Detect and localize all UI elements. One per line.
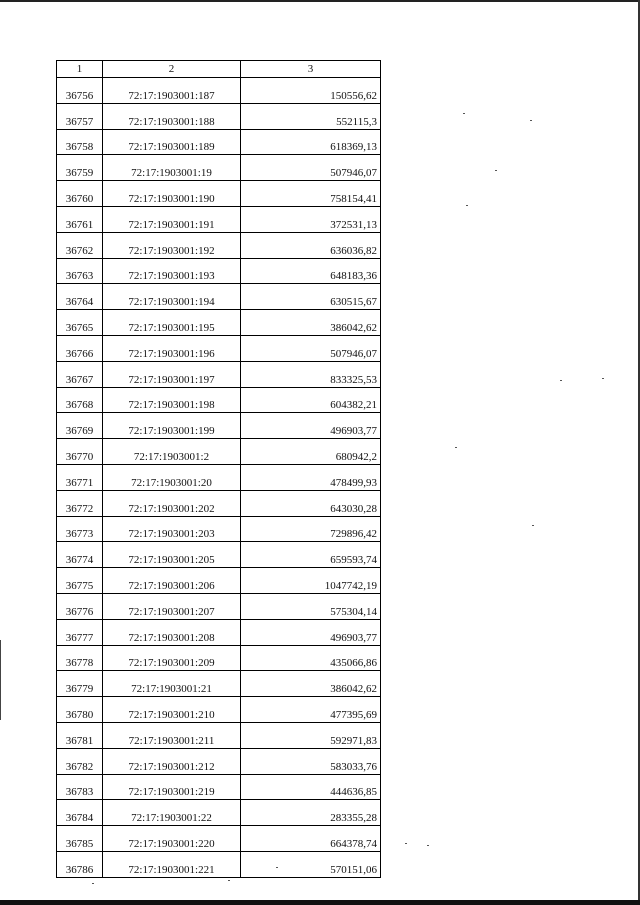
cadastral-number-cell: 72:17:1903001:205	[103, 542, 241, 568]
row-number-cell: 36779	[57, 671, 103, 697]
cadastral-value-cell: 496903,77	[241, 619, 381, 645]
cadastral-number-cell: 72:17:1903001:194	[103, 284, 241, 310]
cadastral-number-cell: 72:17:1903001:191	[103, 206, 241, 232]
cadastral-value-cell: 477395,69	[241, 697, 381, 723]
row-number-cell: 36765	[57, 310, 103, 336]
table-row	[57, 774, 381, 800]
cadastral-value-cell: 386042,62	[241, 671, 381, 697]
row-number-cell: 36775	[57, 568, 103, 594]
row-number-cell: 36767	[57, 361, 103, 387]
scan-speck	[532, 525, 534, 526]
scan-speck	[92, 883, 94, 884]
row-number-cell: 36762	[57, 232, 103, 258]
table-row	[57, 464, 381, 490]
cadastral-value-cell: 680942,2	[241, 439, 381, 465]
cadastral-value-cell: 435066,86	[241, 645, 381, 671]
cadastral-number-cell: 72:17:1903001:202	[103, 490, 241, 516]
row-number-cell: 36774	[57, 542, 103, 568]
cadastral-number-cell: 72:17:1903001:190	[103, 181, 241, 207]
scan-speck	[495, 170, 497, 171]
cadastral-value-cell: 386042,62	[241, 310, 381, 336]
row-number-cell: 36757	[57, 103, 103, 129]
scan-speck	[530, 120, 532, 121]
table-row	[57, 103, 381, 129]
scan-speck	[455, 447, 457, 448]
row-number-cell: 36777	[57, 619, 103, 645]
table-row	[57, 645, 381, 671]
cadastral-number-cell: 72:17:1903001:188	[103, 103, 241, 129]
scan-speck	[463, 113, 465, 114]
table-row	[57, 258, 381, 284]
cadastral-value-cell: 592971,83	[241, 722, 381, 748]
cadastral-value-cell: 636036,82	[241, 232, 381, 258]
cadastral-number-cell: 72:17:1903001:206	[103, 568, 241, 594]
row-number-cell: 36778	[57, 645, 103, 671]
table-row	[57, 697, 381, 723]
cadastral-value-cell: 643030,28	[241, 490, 381, 516]
table-row	[57, 568, 381, 594]
row-number-cell: 36770	[57, 439, 103, 465]
cadastral-number-cell: 72:17:1903001:209	[103, 645, 241, 671]
scan-speck	[466, 205, 468, 206]
row-number-cell: 36771	[57, 464, 103, 490]
table-row	[57, 542, 381, 568]
row-number-cell: 36761	[57, 206, 103, 232]
cadastral-value-cell: 575304,14	[241, 593, 381, 619]
cadastral-number-cell: 72:17:1903001:198	[103, 387, 241, 413]
cadastral-value-table	[56, 60, 381, 878]
row-number-cell: 36758	[57, 129, 103, 155]
table-row	[57, 851, 381, 877]
cadastral-value-cell: 604382,21	[241, 387, 381, 413]
cadastral-number-cell: 72:17:1903001:197	[103, 361, 241, 387]
scan-edge-top	[0, 0, 640, 2]
cadastral-value-cell: 648183,36	[241, 258, 381, 284]
row-number-cell: 36760	[57, 181, 103, 207]
cadastral-number-cell: 72:17:1903001:21	[103, 671, 241, 697]
table-row	[57, 722, 381, 748]
cadastral-value-cell: 630515,67	[241, 284, 381, 310]
cadastral-number-cell: 72:17:1903001:211	[103, 722, 241, 748]
cadastral-number-cell: 72:17:1903001:193	[103, 258, 241, 284]
table-row	[57, 155, 381, 181]
table-header-row	[57, 61, 381, 78]
column-header-2: 2	[103, 61, 241, 78]
cadastral-number-cell: 72:17:1903001:192	[103, 232, 241, 258]
table-row	[57, 232, 381, 258]
table-row	[57, 361, 381, 387]
table-body	[57, 78, 381, 878]
table-row	[57, 671, 381, 697]
table-row	[57, 800, 381, 826]
table-row	[57, 129, 381, 155]
cadastral-number-cell: 72:17:1903001:199	[103, 413, 241, 439]
scan-speck	[602, 378, 604, 379]
cadastral-number-cell: 72:17:1903001:195	[103, 310, 241, 336]
row-number-cell: 36759	[57, 155, 103, 181]
table-row	[57, 439, 381, 465]
row-number-cell: 36783	[57, 774, 103, 800]
table-row	[57, 387, 381, 413]
row-number-cell: 36772	[57, 490, 103, 516]
column-header-1: 1	[57, 61, 103, 78]
row-number-cell: 36763	[57, 258, 103, 284]
cadastral-value-cell: 1047742,19	[241, 568, 381, 594]
row-number-cell: 36769	[57, 413, 103, 439]
table-row	[57, 181, 381, 207]
cadastral-value-cell: 664378,74	[241, 826, 381, 852]
cadastral-value-cell: 583033,76	[241, 748, 381, 774]
cadastral-value-cell: 833325,53	[241, 361, 381, 387]
table-row	[57, 310, 381, 336]
scan-speck	[228, 880, 230, 881]
scan-speck	[560, 380, 562, 381]
column-header-3: 3	[241, 61, 381, 78]
table-row	[57, 206, 381, 232]
table-row	[57, 826, 381, 852]
table-row	[57, 490, 381, 516]
cadastral-value-cell: 507946,07	[241, 335, 381, 361]
cadastral-number-cell: 72:17:1903001:19	[103, 155, 241, 181]
cadastral-value-cell: 283355,28	[241, 800, 381, 826]
cadastral-value-cell: 150556,62	[241, 78, 381, 104]
row-number-cell: 36776	[57, 593, 103, 619]
cadastral-number-cell: 72:17:1903001:2	[103, 439, 241, 465]
table-row	[57, 413, 381, 439]
row-number-cell: 36756	[57, 78, 103, 104]
cadastral-number-cell: 72:17:1903001:196	[103, 335, 241, 361]
cadastral-number-cell: 72:17:1903001:210	[103, 697, 241, 723]
cadastral-value-cell: 496903,77	[241, 413, 381, 439]
table-row	[57, 78, 381, 104]
row-number-cell: 36773	[57, 516, 103, 542]
cadastral-value-cell: 478499,93	[241, 464, 381, 490]
cadastral-value-cell: 570151,06	[241, 851, 381, 877]
cadastral-number-cell: 72:17:1903001:221	[103, 851, 241, 877]
table-row	[57, 284, 381, 310]
cadastral-value-cell: 729896,42	[241, 516, 381, 542]
cadastral-number-cell: 72:17:1903001:219	[103, 774, 241, 800]
row-number-cell: 36786	[57, 851, 103, 877]
cadastral-value-cell: 618369,13	[241, 129, 381, 155]
table-row	[57, 516, 381, 542]
row-number-cell: 36781	[57, 722, 103, 748]
row-number-cell: 36784	[57, 800, 103, 826]
cadastral-value-cell: 659593,74	[241, 542, 381, 568]
table-row	[57, 335, 381, 361]
cadastral-value-cell: 758154,41	[241, 181, 381, 207]
row-number-cell: 36766	[57, 335, 103, 361]
scan-speck	[405, 843, 407, 844]
table-row	[57, 593, 381, 619]
cadastral-value-cell: 552115,3	[241, 103, 381, 129]
cadastral-number-cell: 72:17:1903001:189	[103, 129, 241, 155]
scan-speck	[427, 845, 429, 846]
cadastral-number-cell: 72:17:1903001:22	[103, 800, 241, 826]
row-number-cell: 36768	[57, 387, 103, 413]
row-number-cell: 36764	[57, 284, 103, 310]
table-row	[57, 619, 381, 645]
table-row	[57, 748, 381, 774]
cadastral-number-cell: 72:17:1903001:220	[103, 826, 241, 852]
row-number-cell: 36782	[57, 748, 103, 774]
cadastral-value-cell: 444636,85	[241, 774, 381, 800]
cadastral-value-cell: 372531,13	[241, 206, 381, 232]
scan-edge-bottom	[0, 900, 640, 905]
cadastral-number-cell: 72:17:1903001:207	[103, 593, 241, 619]
row-number-cell: 36780	[57, 697, 103, 723]
cadastral-number-cell: 72:17:1903001:203	[103, 516, 241, 542]
cadastral-number-cell: 72:17:1903001:20	[103, 464, 241, 490]
cadastral-value-cell: 507946,07	[241, 155, 381, 181]
cadastral-number-cell: 72:17:1903001:208	[103, 619, 241, 645]
cadastral-number-cell: 72:17:1903001:212	[103, 748, 241, 774]
row-number-cell: 36785	[57, 826, 103, 852]
cadastral-number-cell: 72:17:1903001:187	[103, 78, 241, 104]
scan-edge-left	[0, 640, 1, 720]
